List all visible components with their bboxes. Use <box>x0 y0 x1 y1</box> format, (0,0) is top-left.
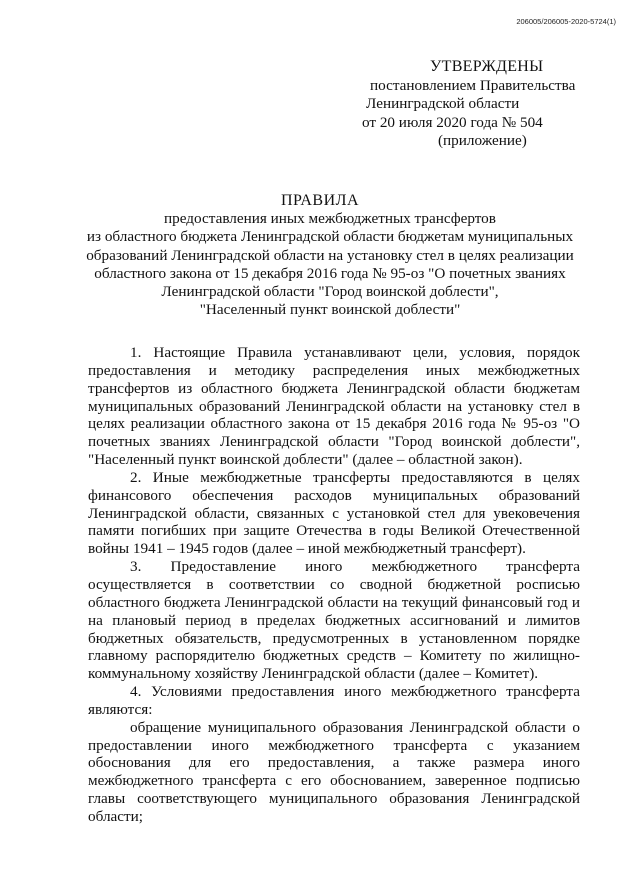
paragraph-1: 1. Настоящие Правила устанавливают цели, условия, порядок предоставления и методику распределения иных межбюджетных трансфертов из областного бюджета Ленинградской области бюджетам муниципальных образований Ленинградской области на установку стел в целях реализации областного закона от 15 декабря 2016 года № 95-оз "О почетных званиях Ленинградской области "Город воинской доблести", "Населенный пункт воинской доблести" (далее – областной закон). <box>88 344 580 469</box>
paragraph-3: 3. Предоставление иного межбюджетного трансферта осуществляется в соответствии со сводной бюджетной росписью областного бюджета Ленинградской области на текущий финансовый год и на плановый период в пределах бюджетных ассигнований и лимитов бюджетных обязательств, предусмотренных в установленном порядке главному распорядителю бюджетных средств – Комитету по жилищно-коммунальному хозяйству Ленинградской области (далее – Комитет). <box>88 558 580 683</box>
approval-block <box>362 58 612 151</box>
paragraph-4: 4. Условиями предоставления иного межбюджетного трансферта являются: <box>88 683 580 718</box>
subtitle-line: предоставления иных межбюджетных трансфертов <box>164 210 496 227</box>
subtitle-line: образований Ленинградской области на установку стел в целях реализации <box>86 246 574 264</box>
subtitle-line: "Населенный пункт воинской доблести" <box>199 301 461 319</box>
subtitle-line: Ленинградской области "Город воинской доблести", <box>161 283 499 301</box>
paragraph-condition-1: обращение муниципального образования Ленинградской области о предоставлении иного межбюджетного трансферта с указанием обоснования для его предоставления, а также размера иного межбюджетного трансферта с его обоснованием, заверенное подписью главы соответствующего муниципального образования Ленинградской области; <box>88 718 580 825</box>
approval-heading: УТВЕРЖДЕНЫ <box>430 58 544 75</box>
document-barcode-code: 206005/206005-2020-5724(1) <box>516 17 616 26</box>
approval-line-3: от 20 июля 2020 года № 504 <box>362 113 543 131</box>
document-title: ПРАВИЛА <box>280 192 360 209</box>
document-subtitle <box>70 210 590 320</box>
approval-line-2: Ленинградской области <box>366 95 520 112</box>
approval-line-4: (приложение) <box>438 132 527 149</box>
document-body <box>88 344 580 826</box>
paragraph-2: 2. Иные межбюджетные трансферты предоставляются в целях финансового обеспечения расходов муниципальных образований Ленинградской области, связанных с установкой стел для увековечения памяти погибших при защите Отечества в годы Великой Отечественной войны 1941 – 1945 годов (далее – иной межбюджетный трансферт). <box>88 468 580 558</box>
subtitle-line: из областного бюджета Ленинградской области бюджетам муниципальных <box>86 228 574 246</box>
subtitle-line: областного закона от 15 декабря 2016 года № 95-оз "О почетных званиях <box>94 264 566 282</box>
approval-line-1: постановлением Правительства <box>370 76 576 94</box>
